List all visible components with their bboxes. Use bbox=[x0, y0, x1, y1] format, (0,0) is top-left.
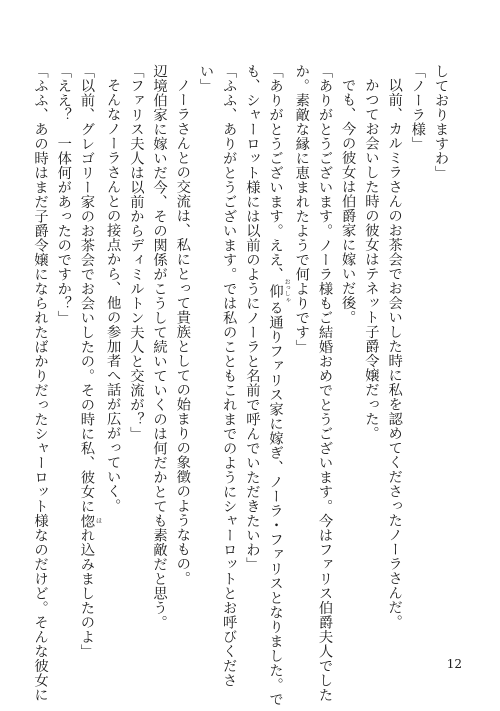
ruby-reading: ほ bbox=[94, 513, 102, 528]
text-line: 「ええ？ 一体何があったのですか？」 bbox=[55, 64, 72, 325]
text-line: ノーラさんとの交流は、私にとって貴族としての始まりの象徴のようなもの。 bbox=[174, 78, 191, 586]
ruby-before: 「ありがとうございます。ええ、 bbox=[267, 64, 284, 282]
text-line: しておりますわ」 bbox=[433, 64, 449, 180]
text-line: 以前、カルミラさんのお茶会でお会いした時に私を認めてくださったノーラさんだ。 bbox=[386, 78, 403, 629]
ruby-after: れ込みましたのよ」 bbox=[78, 528, 95, 659]
text-line: 辺境伯家に嫁いだ今、その関係がこうして続いていくのは何だかとても素敵だと思う。 bbox=[151, 64, 168, 630]
ruby-after: る通りファリス家に嫁ぎ、ノーラ・ファリスとなりました。で bbox=[267, 300, 284, 707]
ruby-annotation bbox=[267, 278, 291, 304]
text-line-with-ruby bbox=[263, 64, 291, 707]
text-line: い」 bbox=[197, 64, 214, 93]
text-line: 「ふふ、ありがとうございます。では私のこともこれまでのようにシャーロットとお呼びくださ bbox=[221, 64, 238, 688]
text-line: 「ありがとうございます。ノーラ様もご結婚おめでとうございます。今はファリス伯爵夫人でした bbox=[316, 64, 333, 702]
ruby-base: 惚 bbox=[78, 513, 95, 528]
text-line: も、シャーロット様には以前のようにノーラと名前で呼んでいただきたいわ」 bbox=[244, 64, 261, 572]
page-number: 12 bbox=[446, 657, 462, 671]
text-line: そんなノーラさんとの接点から、他の参加者へ話が広がっていく。 bbox=[105, 78, 122, 513]
ruby-before: 「以前、グレゴリー家のお茶会でお会いしたの。その時に私、彼女に bbox=[78, 64, 95, 514]
text-line: でも、今の彼女は伯爵家に嫁いだ後。 bbox=[340, 78, 357, 325]
ruby-annotation bbox=[78, 513, 102, 529]
vertical-text-block bbox=[28, 64, 452, 707]
text-line-with-ruby bbox=[75, 64, 102, 659]
text-line: かつてお会いした時の彼女はテネット子爵令嬢だった。 bbox=[363, 78, 380, 441]
text-line: 「ノーラ様」 bbox=[409, 64, 426, 151]
ruby-reading: おっしゃ bbox=[283, 278, 291, 304]
text-line: か。素敵な縁に恵まれたようで何よりです」 bbox=[293, 64, 310, 354]
text-line: 「ファリス夫人は以前からディミルトン夫人と交流が？」 bbox=[128, 64, 145, 441]
text-line: 「ふふ、あの時はまだ子爵令嬢になられたばかりだったシャーロット様なのだけど。そんな彼女に bbox=[32, 64, 49, 702]
ruby-base: 仰 bbox=[267, 278, 284, 304]
